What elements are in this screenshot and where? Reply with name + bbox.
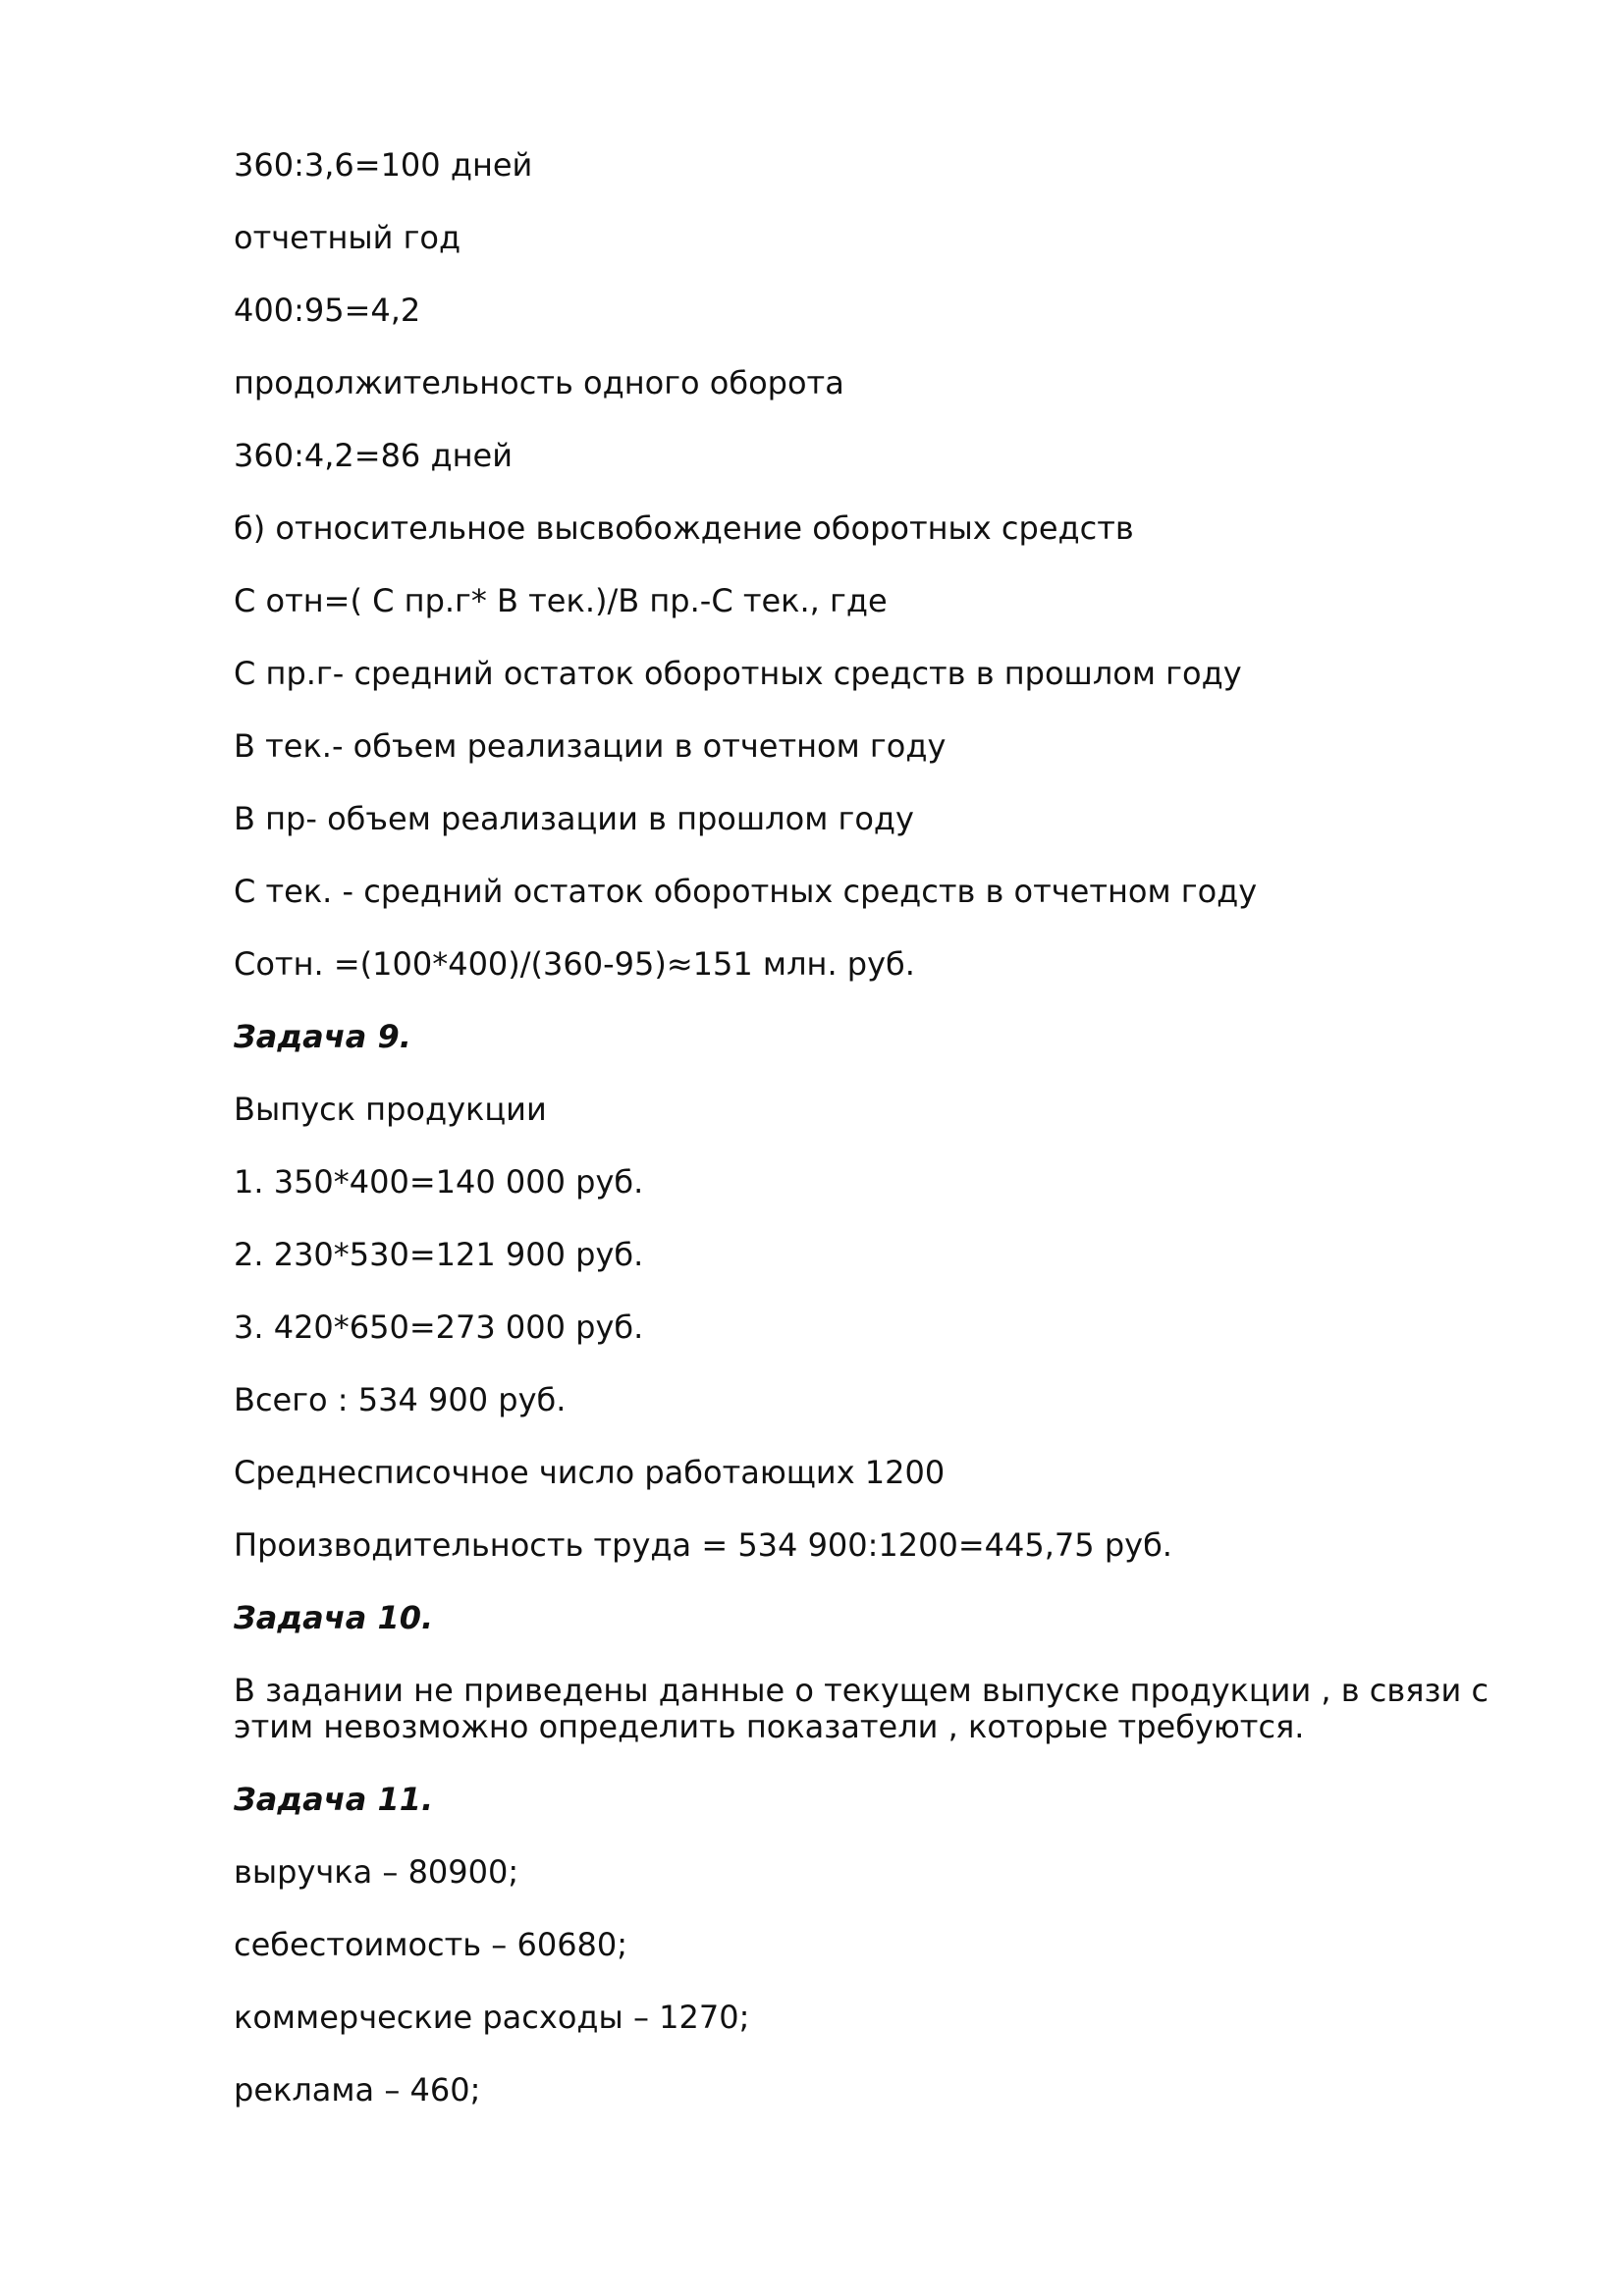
definition-line: В тек.- объем реализации в отчетном году (234, 727, 947, 765)
text-line: отчетный год (234, 219, 461, 256)
definition-line: В пр- объем реализации в прошлом году (234, 800, 914, 837)
text-line: 400:95=4,2 (234, 292, 421, 329)
text-line: 360:3,6=100 дней (234, 146, 533, 184)
result-line: Производительность труда = 534 900:1200=445,75 руб. (234, 1526, 1172, 1564)
total-line: Всего : 534 900 руб. (234, 1381, 567, 1418)
formula-line: С отн=( С пр.г* В тек.)/В пр.-С тек., где (234, 582, 888, 619)
document-page (234, 147, 1510, 2109)
list-item: коммерческие расходы – 1270; (234, 1999, 750, 2036)
text-line: Выпуск продукции (234, 1091, 547, 1128)
task-9-heading: Задача 9. (234, 1018, 411, 1055)
result-line: Сотн. =(100*400)/(360-95)≈151 млн. руб. (234, 945, 915, 983)
list-item: себестоимость – 60680; (234, 1926, 628, 1963)
task-11-heading: Задача 11. (234, 1781, 434, 1818)
list-item: 3. 420*650=273 000 руб. (234, 1308, 644, 1346)
list-item: 1. 350*400=140 000 руб. (234, 1163, 644, 1201)
task-10-heading: Задача 10. (234, 1599, 434, 1636)
text-line: Среднесписочное число работающих 1200 (234, 1454, 946, 1491)
list-item: выручка – 80900; (234, 1853, 519, 1891)
definition-line: С тек. - средний остаток оборотных средств в отчетном году (234, 873, 1258, 910)
definition-line: С пр.г- средний остаток оборотных средств в прошлом году (234, 655, 1242, 692)
list-item: реклама – 460; (234, 2071, 481, 2109)
text-line: б) относительное высвобождение оборотных средств (234, 509, 1134, 547)
text-line: 360:4,2=86 дней (234, 437, 513, 474)
list-item: 2. 230*530=121 900 руб. (234, 1236, 644, 1273)
task-10-paragraph: В задании не приведены данные о текущем выпуске продукции , в связи с этим невозможно определить показатели , которые требуются. (234, 1672, 1489, 1745)
text-line: продолжительность одного оборота (234, 364, 844, 401)
